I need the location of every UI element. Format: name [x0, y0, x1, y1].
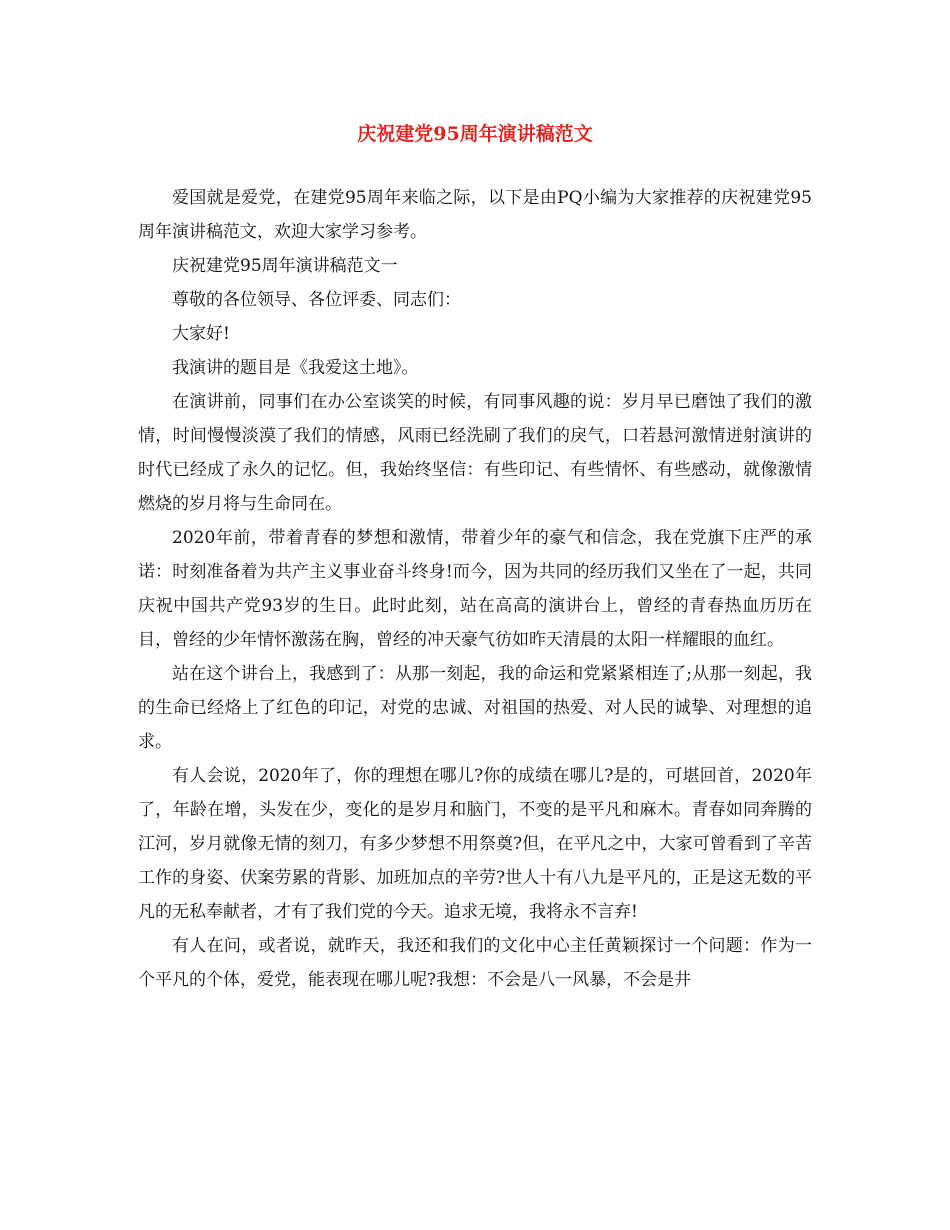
paragraph-intro: 爱国就是爱党，在建党95周年来临之际，以下是由PQ小编为大家推荐的庆祝建党95周年演讲稿范文，欢迎大家学习参考。 [138, 188, 812, 242]
paragraph-topic: 我演讲的题目是《我爱这土地》。 [172, 358, 419, 378]
paragraph-subtitle: 庆祝建党95周年演讲稿范文一 [172, 256, 398, 276]
paragraph-greeting: 大家好! [172, 324, 230, 344]
paragraph-salutation: 尊敬的各位领导、各位评委、同志们： [172, 290, 461, 310]
document-title: 庆祝建党95周年演讲稿范文 [357, 123, 593, 145]
document-body [138, 181, 812, 997]
paragraph-body: 在演讲前，同事们在办公室谈笑的时候，有同事风趣的说：岁月早已磨蚀了我们的激情，时间慢慢淡漠了我们的情感，风雨已经洗刷了我们的戾气，口若悬河激情迸射演讲的时代已经成了永久的记忆。但，我始终坚信：有些印记、有些情怀、有些感动，就像激情燃烧的岁月将与生命同在。 [138, 392, 812, 514]
paragraph-body: 站在这个讲台上，我感到了：从那一刻起，我的命运和党紧紧相连了;从那一刻起，我的生命已经烙上了红色的印记，对党的忠诚、对祖国的热爱、对人民的诚挚、对理想的追求。 [138, 664, 812, 752]
paragraph-body: 有人会说，2020年了，你的理想在哪儿?你的成绩在哪儿?是的，可堪回首，2020年了，年龄在增，头发在少，变化的是岁月和脑门，不变的是平凡和麻木。青春如同奔腾的江河，岁月就像无情的刻刀，有多少梦想不用祭奠?但，在平凡之中，大家可曾看到了辛苦工作的身姿、伏案劳累的背影、加班加点的辛劳?世人十有八九是平凡的，正是这无数的平凡的无私奉献者，才有了我们党的今天。追求无境，我将永不言弃! [138, 766, 812, 922]
paragraph-body: 有人在问，或者说，就昨天，我还和我们的文化中心主任黄颖探讨一个问题：作为一个平凡的个体，爱党，能表现在哪儿呢?我想：不会是八一风暴，不会是井 [138, 936, 812, 990]
paragraph-body: 2020年前，带着青春的梦想和激情，带着少年的豪气和信念，我在党旗下庄严的承诺：时刻准备着为共产主义事业奋斗终身!而今，因为共同的经历我们又坐在了一起，共同庆祝中国共产党93岁的生日。此时此刻，站在高高的演讲台上，曾经的青春热血历历在目，曾经的少年情怀激荡在胸，曾经的冲天豪气彷如昨天清晨的太阳一样耀眼的血红。 [138, 528, 812, 650]
